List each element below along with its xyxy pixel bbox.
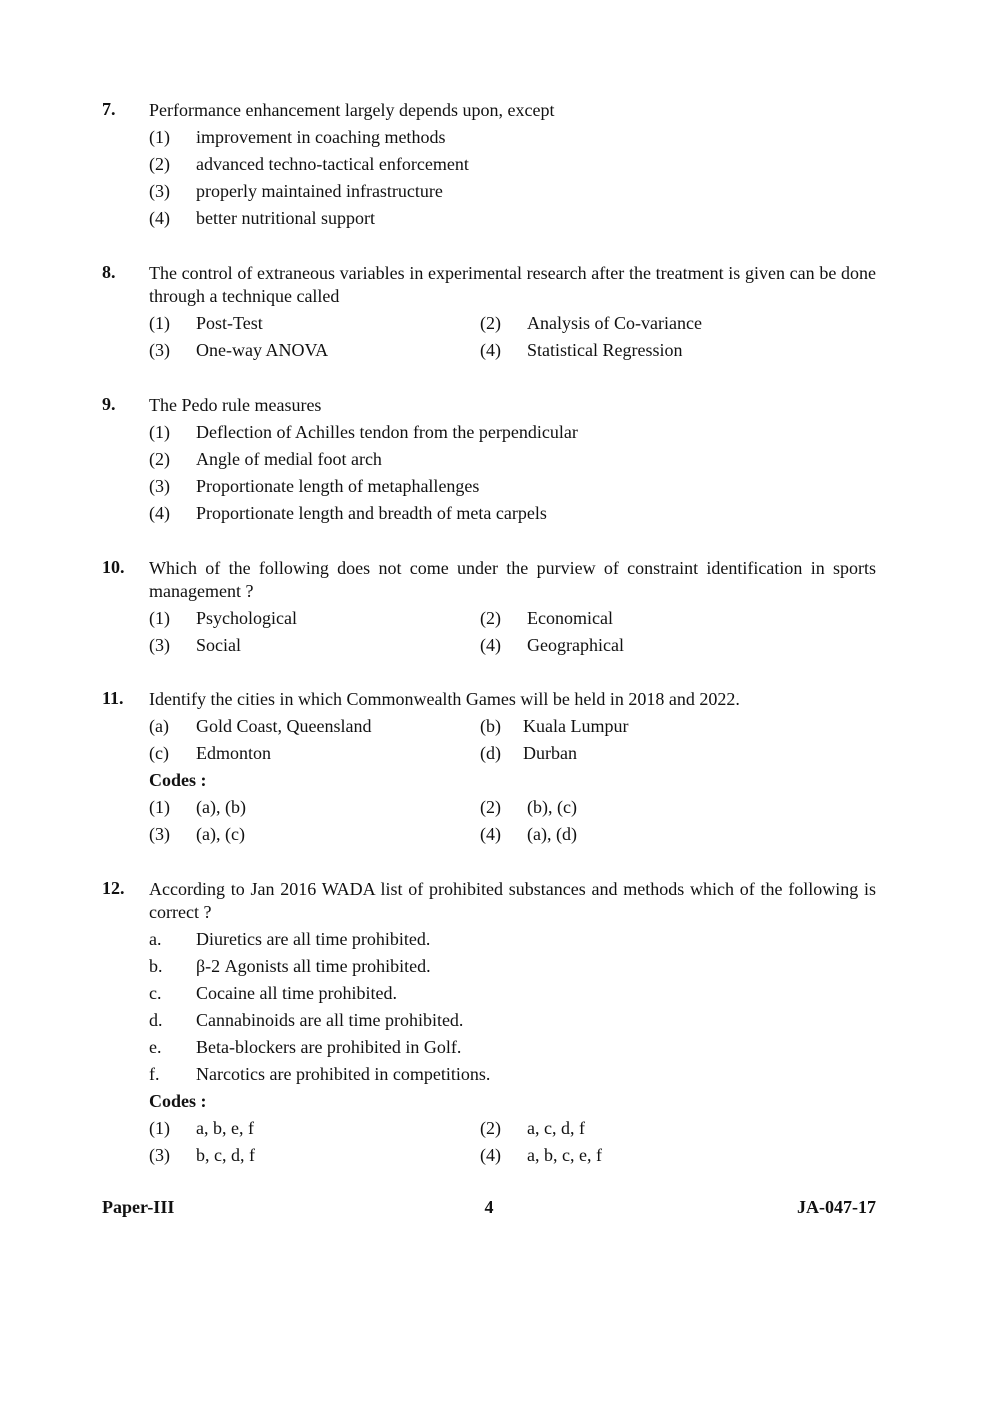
statements (149, 926, 876, 1169)
option: (2) Angle of medial foot arch (149, 449, 382, 469)
options (149, 310, 876, 364)
question-10 (102, 557, 876, 659)
statement: b. β-2 Agonists all time prohibited. (149, 956, 431, 976)
codes-label: Codes : (149, 1091, 207, 1111)
question-number: 8. (102, 262, 116, 282)
option: (1) a, b, e, f (149, 1118, 254, 1138)
option: (2) advanced techno-tactical enforcement (149, 154, 469, 174)
question-text: Identify the cities in which Commonwealth Games will be held in 2018 and 2022. (149, 689, 740, 709)
option: (1) Psychological (149, 608, 297, 628)
option: (2) Economical (480, 608, 613, 628)
question-7 (102, 99, 876, 232)
option: (4) (a), (d) (480, 824, 577, 844)
option: (3) One-way ANOVA (149, 340, 329, 360)
option: (2) (b), (c) (480, 797, 577, 817)
question-text: Performance enhancement largely depends upon, except (149, 100, 555, 120)
option: (3) Proportionate length of metaphallenges (149, 476, 480, 496)
question-text: The Pedo rule measures (149, 395, 322, 415)
question-11 (102, 688, 876, 848)
list-item: (b) Kuala Lumpur (480, 716, 629, 736)
option: (4) better nutritional support (149, 208, 375, 228)
page-footer (102, 1197, 876, 1221)
option: (4) Proportionate length and breadth of meta carpels (149, 503, 547, 523)
option: (1) (a), (b) (149, 797, 246, 817)
option: (4) Statistical Regression (480, 340, 683, 360)
question-text: Which of the following does not come under the purview of constraint identification in sports management ? (149, 558, 876, 601)
statement: d. Cannabinoids are all time prohibited. (149, 1010, 464, 1030)
page-number: 4 (484, 1197, 494, 1217)
option: (1) improvement in coaching methods (149, 127, 446, 147)
question-text: According to Jan 2016 WADA list of prohibited substances and methods which of the following is correct ? (149, 879, 876, 922)
statement: f. Narcotics are prohibited in competitions. (149, 1064, 491, 1084)
paper-label: Paper-III (102, 1197, 175, 1217)
statement: c. Cocaine all time prohibited. (149, 983, 397, 1003)
option: (3) properly maintained infrastructure (149, 181, 443, 201)
question-9 (102, 394, 876, 527)
question-number: 12. (102, 878, 125, 898)
option: (2) Analysis of Co-variance (480, 313, 702, 333)
options (149, 605, 876, 659)
option: (2) a, c, d, f (480, 1118, 585, 1138)
question-text: The control of extraneous variables in experimental research after the treatment is given can be done through a technique called (149, 263, 876, 306)
list-item: (c) Edmonton (149, 743, 271, 763)
list-items (149, 713, 876, 848)
question-number: 9. (102, 394, 116, 414)
option: (1) Deflection of Achilles tendon from the perpendicular (149, 422, 578, 442)
question-12 (102, 878, 876, 1169)
list-item: (d) Durban (480, 743, 577, 763)
codes-label: Codes : (149, 770, 207, 790)
option: (3) Social (149, 635, 241, 655)
paper-code: JA-047-17 (797, 1197, 876, 1217)
option: (3) b, c, d, f (149, 1145, 255, 1165)
statement: a. Diuretics are all time prohibited. (149, 929, 431, 949)
options (149, 124, 876, 232)
question-number: 11. (102, 688, 124, 708)
option: (4) a, b, c, e, f (480, 1145, 602, 1165)
option: (4) Geographical (480, 635, 624, 655)
options (149, 419, 876, 527)
option: (3) (a), (c) (149, 824, 245, 844)
list-item: (a) Gold Coast, Queensland (149, 716, 372, 736)
statement: e. Beta-blockers are prohibited in Golf. (149, 1037, 462, 1057)
question-number: 10. (102, 557, 125, 577)
question-8 (102, 262, 876, 364)
option: (1) Post-Test (149, 313, 263, 333)
question-number: 7. (102, 99, 116, 119)
